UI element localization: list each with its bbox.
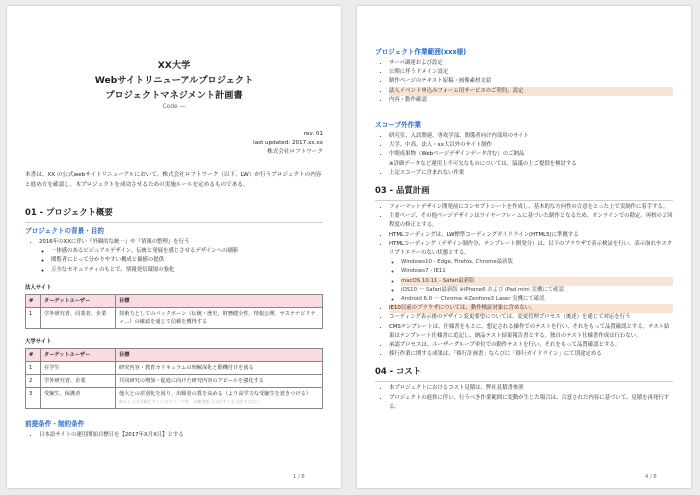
page-number: 1 / 6 <box>293 474 305 480</box>
quality-list <box>375 203 673 359</box>
cell-number: 1 <box>26 361 41 374</box>
table-row <box>26 374 323 387</box>
revision-meta <box>25 130 323 157</box>
list-item: • コーディング表示後のデザイン変更要望については、変更管理プロセス（後述）を通じて対応を行う <box>389 313 673 322</box>
list-item: ◦ 閲覧者にとって分かりやすい構成と価値の提供 <box>51 256 323 265</box>
browser-item-highlighted: ◦ macOS 10.11 - Safari最新版 <box>401 277 673 286</box>
list-item: • HTMLコーディングは、LW標準コーディングガイドライン(HTML5)に準拠する <box>389 231 673 240</box>
list-item: • CMSテンプレートは、仕様書をもとに、想定される操作でのテストを行い、それをもって品質確認とする。テスト結果はテンプレート仕様書に追記し、納品テスト結果報告書とする。独自のテスト仕様書作成は行わない。 <box>389 323 673 341</box>
cell-user: 学外研究者、同業者、企業 <box>41 307 116 328</box>
list-item: • 大学、中高、法人・xx大以外のサイト制作 <box>389 141 673 150</box>
title-line-1: XX大学 <box>157 60 191 71</box>
table-label-corporate: 法人サイト <box>25 284 52 291</box>
cell-user: 在学生 <box>41 361 116 374</box>
list-item: • HTMLコーディング（デザイン制作分、テンプレート開発分）は、以下のブラウザで表示検証を行い、表示崩れやスクリプトエラーのない状態とする。 ◦ Windows10 - Edge, Firefox, Chrome最新版 ◦ Windows7 - IE11 ◦ macOS 10.11 - Safari最新版 ◦ iOS10 ～ Safari最新版 ※iPhone6 および iPad mini 実機にて確認 ◦ Android 6.0 ～ Chrome ※Zenfone3 Laser 実機にて確認 <box>389 240 673 304</box>
goal-text: 他大との差別化を図り、出願者の質を高める（より高学力な受験生を惹きつける） <box>119 390 311 397</box>
document-code: Code ― <box>162 104 186 110</box>
col-header-goal: 目標 <box>116 294 323 307</box>
note-text: ※詳細データなど運用上不可欠なものについては、協議の上ご提供を検討する <box>389 160 577 167</box>
list-item: • 主要ページ、その他ページデザインはワイヤーフレームに基づいた制作となるため、オンラインでの勘定。再校の２回程度の修正とする。 <box>389 212 673 230</box>
list-item: • 承認プロセスは、ユーザーグループ単位での動作テストを行い、それをもって品質確認とする。 <box>389 341 673 350</box>
section-heading-cost: 04 - コスト <box>375 365 673 382</box>
table-header-row <box>26 294 323 307</box>
list-item: • 2016年のXXに伴い『外観的な統一』や『情報の整理』を行う ◦ 一体感のあるビジュアルデザイン。伝統と発展を感じさせるデザインへの刷新 ◦ 閲覧者にとって分かりやすい構成と価値の提供 ◦ 万全なセキュリティのもとで、情報発信環境の強化 <box>39 238 323 275</box>
list-item: • 制作ページのテキスト原稿・画像素材支給 <box>389 77 673 86</box>
list-item: ◦ 一体感のあるビジュアルデザイン。伝統と発展を感じさせるデザインへの刷新 <box>51 247 323 256</box>
subheading-background: プロジェクトの背景・目的 <box>25 227 104 235</box>
list-item: • 内容・動作確認 <box>389 96 673 105</box>
cell-goal <box>116 387 323 408</box>
page-number: 4 / 6 <box>645 474 657 480</box>
document-page-1 <box>7 6 341 488</box>
list-item: • 研究室、入試関連、専攻学部、関係者向け内部用のサイト <box>389 132 673 141</box>
cell-number: 2 <box>26 374 41 387</box>
col-header-target-user: ターゲットユーザー <box>41 294 116 307</box>
col-header-target-user: ターゲットユーザー <box>41 348 116 361</box>
col-header-goal: 目標 <box>116 348 323 361</box>
revision: rev. 01 <box>303 131 323 137</box>
col-header-number: # <box>26 348 41 361</box>
cell-goal: 共同研究の増加・促進に向けた研究内容のアピールを強化する <box>116 374 323 387</box>
document-page-4 <box>357 6 691 488</box>
background-list <box>25 238 323 275</box>
subheading-out-of-scope: スコープ外作業 <box>375 121 421 130</box>
company-name: 株式会社ロフトワーク <box>267 149 323 155</box>
cell-goal: 技術力としてのバックボーン（伝統・歴史、財務健全性、情報公開、サステナビリティ…）の確認を通じて信頼を獲得する <box>116 307 323 328</box>
browser-item: ◦ iOS10 ～ Safari最新版 ※iPhone6 および iPad mini 実機にて確認 <box>401 286 673 295</box>
title-block <box>25 58 323 110</box>
cell-goal: 研究内容・教育カリキュラムの理解深化と動機付けを図る <box>116 361 323 374</box>
work-scope-list <box>375 59 673 105</box>
list-item: • サーバ調達および設定 <box>389 59 673 68</box>
list-item: • 中間成果物（Webページデザインデータ含む）のご納品 ※詳細データなど運用上不可欠なものについては、協議の上ご提供を検討する <box>389 150 673 168</box>
cell-number: 1 <box>26 307 41 328</box>
university-target-table <box>25 348 323 409</box>
table-row <box>26 361 323 374</box>
goal-note: ※たとえば受験生サイトはスコープ外。出願者拡大は必ずしも目的ではない <box>119 398 261 404</box>
cell-user: 受験生、保護者 <box>41 387 116 408</box>
list-item: • 上記スコープに含まれない作業 <box>389 169 673 178</box>
browser-item: ◦ Windows7 - IE11 <box>401 267 673 276</box>
table-row <box>26 307 323 328</box>
subheading-work-scope: プロジェクト作業範囲(xxx様) <box>375 48 467 56</box>
browser-item: ◦ Android 6.0 ～ Chrome ※Zenfone3 Laser 実機にて確認 <box>401 295 673 304</box>
list-item: • 日本語サイトの運用開始目標日を【2017年X月X日】とする <box>39 431 323 440</box>
cell-user: 学外研究者、企業 <box>41 374 116 387</box>
section-heading-overview: 01 - プロジェクト概要 <box>25 206 323 223</box>
corporate-target-table <box>25 294 323 329</box>
table-row <box>26 387 323 408</box>
section-heading-quality: 03 - 品質計画 <box>375 184 673 201</box>
premise-list <box>25 431 323 440</box>
cell-number: 3 <box>26 387 41 408</box>
list-item: ◦ 万全なセキュリティのもとで、情報発信環境の強化 <box>51 266 323 275</box>
list-item: • プロジェクトの進捗に伴い、行うべき作業範囲に変動が生じた場合は、合意された内容に基づいて、見積を再発行する。 <box>389 394 673 412</box>
out-of-scope-list <box>375 132 673 178</box>
table-label-university: 大学サイト <box>25 338 52 345</box>
list-item: • 公開に伴うドメイン設定 <box>389 68 673 77</box>
col-header-number: # <box>26 294 41 307</box>
intro-paragraph: 本書は、XX の公式webサイトリニューアルにおいて、株式会社ロフトワーク（以下、LW）が行うプロジェクトの内容と進め方を確認し、本プロジェクトを成功させるための実施ルールを定めるものである。 <box>25 172 322 188</box>
list-item: • フォーマットデザイン開発前にコンセプトシートを作成し、基本的な方向性の合意をとった上で実制作に着手する。 <box>389 203 673 212</box>
list-item: • 移行作業に関する成果は、「移行計画書」ならびに「移行ガイドライン」にて別途定める <box>389 350 673 359</box>
cost-list <box>375 384 673 412</box>
subheading-premises: 前提条件・制約条件 <box>25 419 85 428</box>
last-updated: last updated: 2017.xx.xx <box>253 140 323 146</box>
title-line-2: Webサイトリニューアルプロジェクト <box>94 75 254 86</box>
list-item: • 本プロジェクトにおけるコスト見積は、弊社見積書参照 <box>389 384 673 393</box>
browser-item: ◦ Windows10 - Edge, Firefox, Chrome最新版 <box>401 258 673 267</box>
list-item-highlighted: • 法人イベント申込みフォーム用サービスのご契約、設定 <box>389 87 673 96</box>
table-header-row <box>26 348 323 361</box>
title-line-3: プロジェクトマネジメント計画書 <box>105 90 243 101</box>
list-item-highlighted: • IE10以前のブラウザについては、動作検証対象に含めない。 <box>389 304 673 313</box>
